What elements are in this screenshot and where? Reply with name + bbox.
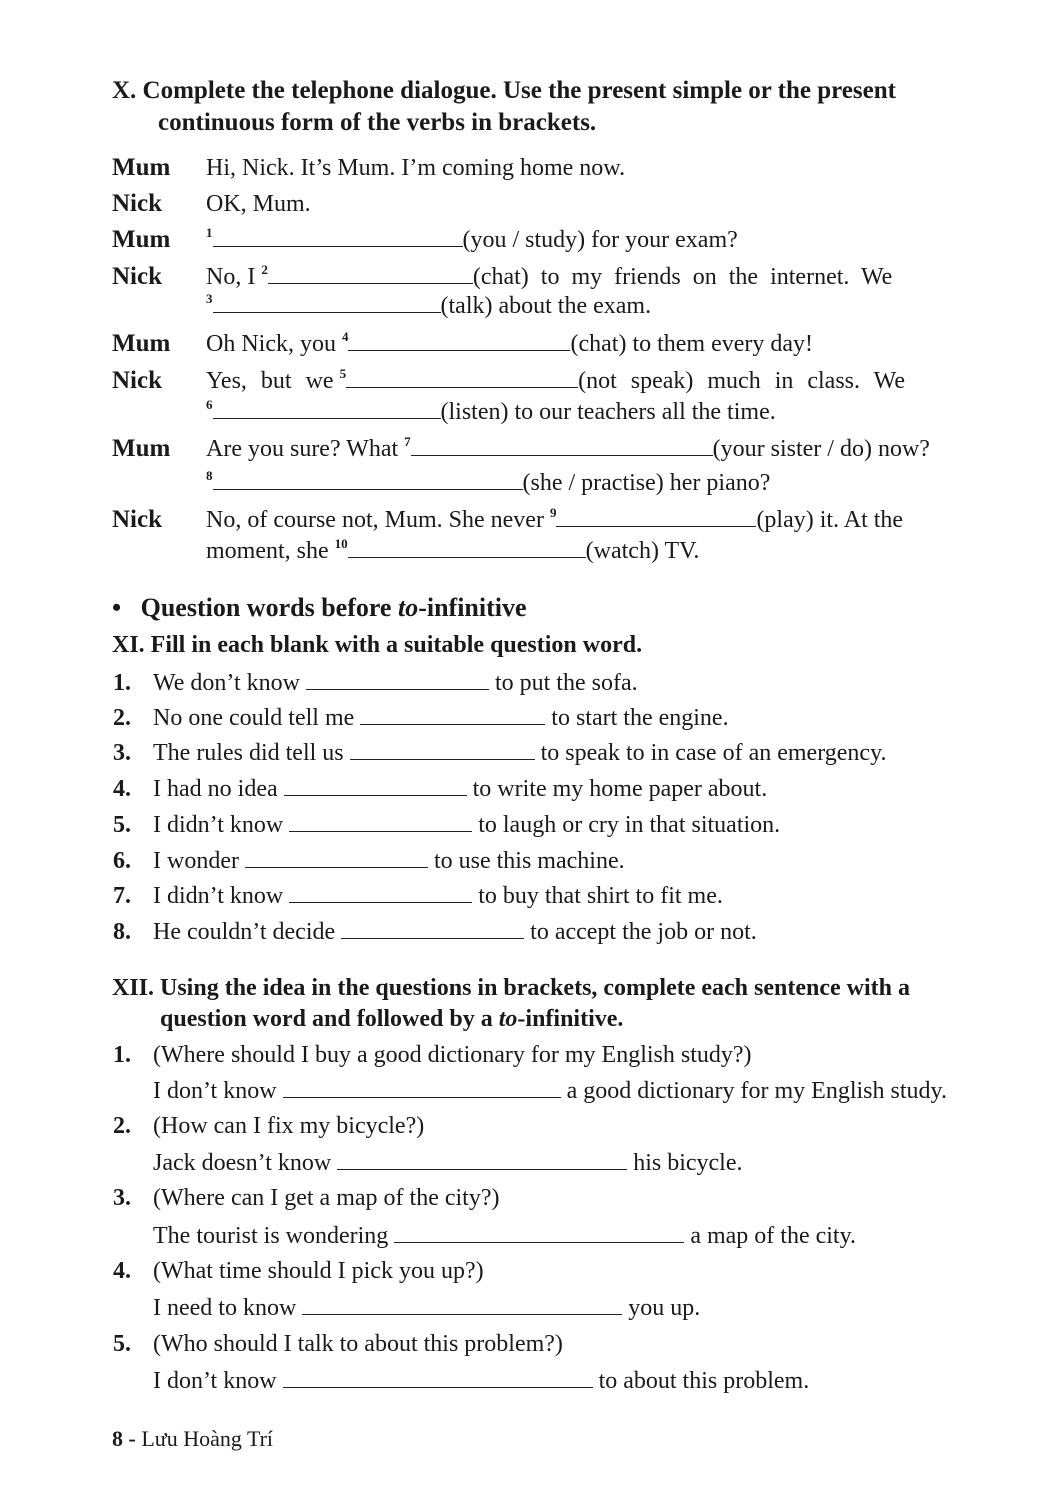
verb-hint: (you / study) for your exam?	[462, 227, 738, 253]
ex11-item: I wonder to use this machine.	[153, 848, 625, 874]
answer-blank-10[interactable]	[348, 537, 586, 558]
ex12-answer-line: I don’t know to about this problem.	[153, 1368, 810, 1394]
answer-blank[interactable]	[289, 811, 472, 832]
speaker: Mum	[112, 330, 171, 357]
answer-blank[interactable]	[284, 775, 467, 796]
blank-number: 3	[206, 291, 213, 306]
speaker: Mum	[112, 226, 171, 253]
item-number: 1.	[113, 670, 131, 696]
item-number: 3.	[113, 1185, 131, 1211]
page-number: 8	[112, 1426, 123, 1451]
ex12-question: (What time should I pick you up?)	[153, 1258, 484, 1284]
ex10-title-line2: continuous form of the verbs in brackets.	[158, 109, 597, 136]
dialogue-text: OK, Mum.	[206, 191, 311, 217]
item-number: 5.	[113, 1331, 131, 1357]
ex10-title-line1: X. Complete the telephone dialogue. Use the present simple or the present	[112, 77, 896, 104]
answer-blank[interactable]	[337, 1149, 627, 1170]
section-heading: • Question words before to-infinitive	[112, 593, 527, 622]
answer-blank-2[interactable]	[268, 263, 473, 284]
blank-number: 9	[549, 505, 557, 520]
answer-blank[interactable]	[289, 882, 472, 903]
answer-blank[interactable]	[283, 1367, 593, 1388]
answer-blank[interactable]	[394, 1222, 684, 1243]
item-number: 4.	[113, 776, 131, 802]
ex11-item: The rules did tell us to speak to in case of an emergency.	[153, 740, 887, 766]
answer-blank[interactable]	[306, 669, 489, 690]
dialogue-line: Yes, but we $^5$ (not speak) much in class. We	[206, 366, 905, 394]
ex12-answer-line: Jack doesn’t know his bicycle.	[153, 1150, 743, 1176]
dialogue-line: No, of course not, Mum. She never $^9$ (play) it. At the	[206, 505, 904, 533]
dialogue-line: $^8$ (she / practise) her piano?	[206, 468, 771, 496]
ex12-answer-line: The tourist is wondering a map of the city.	[153, 1223, 857, 1249]
dialogue-line	[206, 225, 738, 255]
answer-blank[interactable]	[302, 1294, 622, 1315]
ex11-item: I didn’t know to laugh or cry in that situation.	[153, 812, 781, 838]
item-number: 2.	[113, 705, 131, 731]
ex12-answer-line: I need to know you up.	[153, 1295, 701, 1321]
item-number: 1.	[113, 1042, 131, 1068]
blank-number: 7	[404, 434, 411, 449]
item-number: 6.	[113, 848, 131, 874]
ex12-question: (Where should I buy a good dictionary for my English study?)	[153, 1042, 752, 1068]
dialogue-line: Are you sure? What $^7$ (your sister / do) now?	[206, 434, 930, 462]
answer-blank[interactable]	[350, 739, 535, 760]
dialogue-line: $^3$ (talk) about the exam.	[206, 291, 652, 319]
answer-blank-4[interactable]	[348, 330, 570, 351]
answer-blank-7[interactable]	[411, 435, 713, 456]
item-number: 3.	[113, 740, 131, 766]
ex12-question: (How can I fix my bicycle?)	[153, 1113, 425, 1139]
speaker: Nick	[112, 506, 162, 533]
ex11-item: No one could tell me to start the engine.	[153, 705, 729, 731]
blank-number: 6	[206, 397, 213, 412]
item-number: 5.	[113, 812, 131, 838]
item-number: 2.	[113, 1113, 131, 1139]
answer-blank-9[interactable]	[556, 506, 756, 527]
item-number: 4.	[113, 1258, 131, 1284]
dialogue-line: Oh Nick, you $^4$ (chat) to them every day!	[206, 329, 814, 357]
ex11-item: He couldn’t decide to accept the job or not.	[153, 919, 757, 945]
dialogue-line: No, I $^2$ (chat) to my friends on the internet. We	[206, 262, 893, 290]
blank-number: 10	[334, 536, 348, 551]
speaker: Mum	[112, 435, 171, 462]
speaker: Nick	[112, 263, 162, 290]
answer-blank[interactable]	[283, 1077, 561, 1098]
ex11-item: I had no idea to write my home paper about.	[153, 776, 768, 802]
blank-number: 2	[261, 262, 268, 277]
item-number: 8.	[113, 919, 131, 945]
blank-number: 8	[206, 468, 213, 483]
answer-blank-5[interactable]	[346, 367, 578, 388]
answer-blank[interactable]	[360, 704, 545, 725]
dialogue-line: $^6$ (listen) to our teachers all the time.	[206, 397, 776, 425]
ex11-item: I didn’t know to buy that shirt to fit me.	[153, 883, 723, 909]
ex12-title-line1: XII. Using the idea in the questions in brackets, complete each sentence with a	[112, 975, 910, 1001]
blank-number: 1	[206, 225, 213, 240]
answer-blank-1[interactable]	[213, 226, 463, 247]
ex12-answer-line: I don’t know a good dictionary for my English study.	[153, 1078, 947, 1104]
ex12-question: (Who should I talk to about this problem?)	[153, 1331, 563, 1357]
page-footer: 8 - Lưu Hoàng Trí	[112, 1426, 274, 1451]
speaker: Nick	[112, 190, 162, 217]
answer-blank[interactable]	[341, 918, 524, 939]
item-number: 7.	[113, 883, 131, 909]
answer-blank[interactable]	[245, 847, 428, 868]
ex12-title-line2: question word and followed by a to-infinitive.	[160, 1006, 624, 1032]
blank-number: 5	[339, 366, 347, 381]
ex11-title: XI. Fill in each blank with a suitable question word.	[112, 632, 643, 658]
dialogue-line: moment, she $^{10}$ (watch) TV.	[206, 536, 700, 564]
answer-blank-3[interactable]	[213, 292, 441, 313]
speaker: Mum	[112, 154, 171, 181]
answer-blank-8[interactable]	[213, 469, 523, 490]
dialogue-text: Hi, Nick. It’s Mum. I’m coming home now.	[206, 155, 626, 181]
speaker: Nick	[112, 367, 162, 394]
ex12-question: (Where can I get a map of the city?)	[153, 1185, 500, 1211]
blank-number: 4	[341, 329, 349, 344]
ex11-item: We don’t know to put the sofa.	[153, 670, 638, 696]
author-name: Lưu Hoàng Trí	[141, 1426, 274, 1451]
answer-blank-6[interactable]	[213, 398, 441, 419]
